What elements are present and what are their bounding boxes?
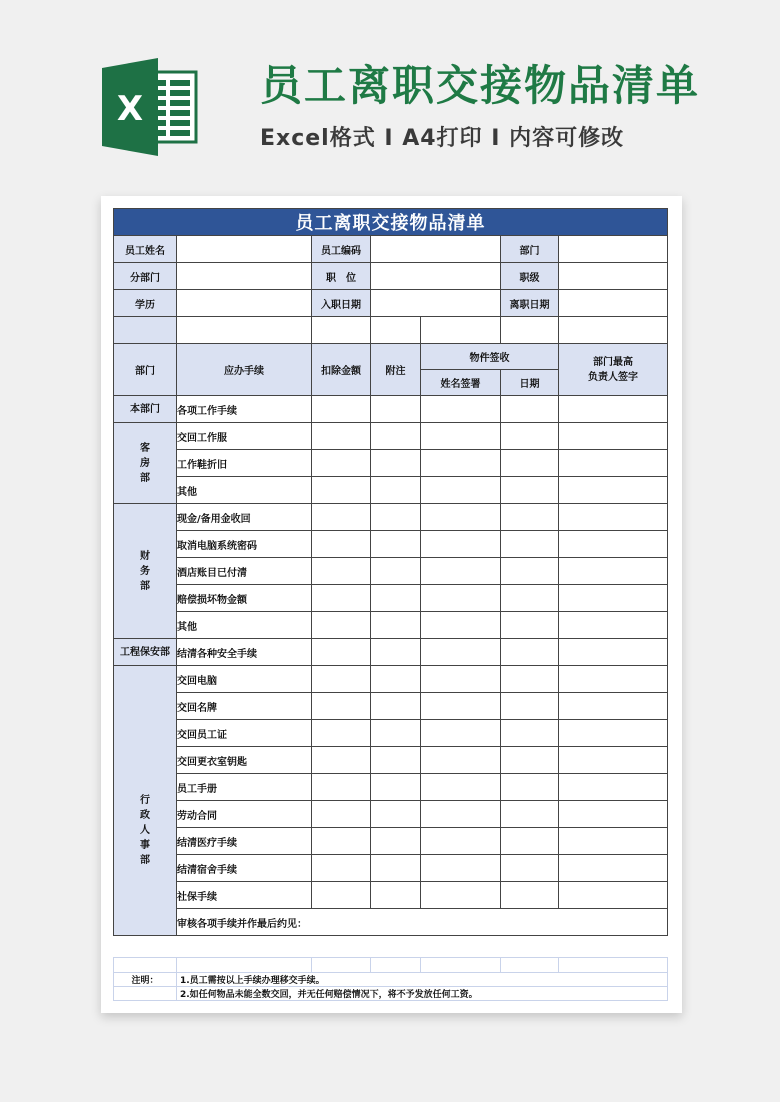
date-cell[interactable] xyxy=(501,558,559,585)
date-cell[interactable] xyxy=(501,774,559,801)
date-cell[interactable] xyxy=(501,855,559,882)
remark-cell[interactable] xyxy=(371,585,421,612)
dept-char: 财 xyxy=(140,550,150,562)
remark-cell[interactable] xyxy=(371,396,421,423)
label-employee-id: 员工编码 xyxy=(312,236,371,263)
dept-engineering-security: 工程保安部 xyxy=(114,639,177,666)
label-employee-name: 员工姓名 xyxy=(114,236,177,263)
header-remark: 附注 xyxy=(371,344,421,396)
signature-cell[interactable] xyxy=(421,639,501,666)
deduction-cell[interactable] xyxy=(312,828,371,855)
label-education: 学历 xyxy=(114,290,177,317)
remark-cell[interactable] xyxy=(371,612,421,639)
spacer-cell xyxy=(371,958,421,973)
signature-cell[interactable] xyxy=(421,450,501,477)
procedure-item: 取消电脑系统密码 xyxy=(177,531,312,558)
procedure-item: 现金/备用金收回 xyxy=(177,504,312,531)
banner-headline: 员工离职交接物品清单 xyxy=(260,61,701,110)
deduction-cell[interactable] xyxy=(312,882,371,909)
deduction-cell[interactable] xyxy=(312,639,371,666)
remark-cell[interactable] xyxy=(371,693,421,720)
signature-cell[interactable] xyxy=(421,882,501,909)
manager-sign-cell[interactable] xyxy=(559,801,668,828)
manager-sign-cell[interactable] xyxy=(559,450,668,477)
manager-sign-cell[interactable] xyxy=(559,504,668,531)
signature-cell[interactable] xyxy=(421,612,501,639)
spacer-cell xyxy=(114,987,177,1001)
excel-logo-icon xyxy=(100,58,200,156)
date-cell[interactable] xyxy=(501,882,559,909)
header-manager-sign xyxy=(559,344,668,396)
remark-cell[interactable] xyxy=(371,882,421,909)
blank-cell[interactable] xyxy=(371,317,421,344)
dept-char: 部 xyxy=(140,580,150,592)
header-receipt: 物件签收 xyxy=(421,344,559,370)
manager-sign-cell[interactable] xyxy=(559,612,668,639)
manager-sign-cell[interactable] xyxy=(559,585,668,612)
blank-label-cell xyxy=(114,317,177,344)
date-cell[interactable] xyxy=(501,477,559,504)
dept-char: 房 xyxy=(140,457,150,469)
signature-cell[interactable] xyxy=(421,585,501,612)
spacer-cell xyxy=(421,958,501,973)
manager-sign-cell[interactable] xyxy=(559,666,668,693)
dept-own: 本部门 xyxy=(114,396,177,423)
manager-sign-cell[interactable] xyxy=(559,855,668,882)
notes-section xyxy=(113,957,668,1001)
note-line-2: 2.如任何物品未能全数交回，并无任何赔偿情况下，将不予发放任何工资。 xyxy=(177,987,668,1001)
banner-subline: Excel格式 I A4打印 I 内容可修改 xyxy=(260,126,625,151)
procedure-item: 社保手续 xyxy=(177,882,312,909)
procedure-item: 员工手册 xyxy=(177,774,312,801)
signature-cell[interactable] xyxy=(421,693,501,720)
deduction-cell[interactable] xyxy=(312,612,371,639)
label-leave-date: 离职日期 xyxy=(501,290,559,317)
procedure-item: 工作鞋折旧 xyxy=(177,450,312,477)
manager-sign-cell[interactable] xyxy=(559,396,668,423)
date-cell[interactable] xyxy=(501,693,559,720)
deduction-cell[interactable] xyxy=(312,558,371,585)
header-signature: 姓名签署 xyxy=(421,370,501,396)
date-cell[interactable] xyxy=(501,504,559,531)
manager-sign-cell[interactable] xyxy=(559,693,668,720)
spacer-cell xyxy=(559,958,668,973)
header-deduction: 扣除金额 xyxy=(312,344,371,396)
date-cell[interactable] xyxy=(501,666,559,693)
procedure-item: 酒店账目已付清 xyxy=(177,558,312,585)
remark-cell[interactable] xyxy=(371,855,421,882)
dept-char: 部 xyxy=(140,472,150,484)
deduction-cell[interactable] xyxy=(312,747,371,774)
education-field[interactable] xyxy=(177,290,312,317)
dept-admin-hr xyxy=(114,666,177,936)
signature-cell[interactable] xyxy=(421,828,501,855)
department-field[interactable] xyxy=(559,236,668,263)
manager-sign-cell[interactable] xyxy=(559,423,668,450)
final-review-cell[interactable]: 审核各项手续并作最后约见： xyxy=(177,909,668,936)
manager-sign-cell[interactable] xyxy=(559,882,668,909)
dept-char: 客 xyxy=(140,442,150,454)
date-cell[interactable] xyxy=(501,828,559,855)
date-cell[interactable] xyxy=(501,450,559,477)
procedure-item: 各项工作手续 xyxy=(177,396,312,423)
leave-date-field[interactable] xyxy=(559,290,668,317)
deduction-cell[interactable] xyxy=(312,801,371,828)
dept-char: 政 xyxy=(140,810,150,821)
date-cell[interactable] xyxy=(501,801,559,828)
remark-cell[interactable] xyxy=(371,720,421,747)
remark-cell[interactable] xyxy=(371,423,421,450)
notes-label: 注明： xyxy=(114,973,177,987)
manager-sign-cell[interactable] xyxy=(559,774,668,801)
blank-cell[interactable] xyxy=(177,317,312,344)
procedure-item: 劳动合同 xyxy=(177,801,312,828)
remark-cell[interactable] xyxy=(371,639,421,666)
deduction-cell[interactable] xyxy=(312,396,371,423)
procedure-item: 交回工作服 xyxy=(177,423,312,450)
date-cell[interactable] xyxy=(501,639,559,666)
procedure-item: 其他 xyxy=(177,612,312,639)
dept-char: 行 xyxy=(140,795,150,806)
deduction-cell[interactable] xyxy=(312,477,371,504)
dept-char: 事 xyxy=(140,840,150,851)
sub-department-field[interactable] xyxy=(177,263,312,290)
banner xyxy=(0,0,780,190)
manager-sign-cell[interactable] xyxy=(559,558,668,585)
deduction-cell[interactable] xyxy=(312,774,371,801)
blank-cell[interactable] xyxy=(559,317,668,344)
deduction-cell[interactable] xyxy=(312,720,371,747)
date-cell[interactable] xyxy=(501,612,559,639)
header-procedure: 应办手续 xyxy=(177,344,312,396)
svg-text:X: X xyxy=(116,89,144,129)
deduction-cell[interactable] xyxy=(312,450,371,477)
deduction-cell[interactable] xyxy=(312,504,371,531)
date-cell[interactable] xyxy=(501,423,559,450)
spacer-cell xyxy=(501,958,559,973)
dept-char: 人 xyxy=(140,825,150,836)
procedure-item: 其他 xyxy=(177,477,312,504)
hire-date-field[interactable] xyxy=(371,290,501,317)
sheet-title: 员工离职交接物品清单 xyxy=(114,209,668,236)
remark-cell[interactable] xyxy=(371,666,421,693)
manager-sign-cell[interactable] xyxy=(559,639,668,666)
employee-id-field[interactable] xyxy=(371,236,501,263)
manager-sign-cell[interactable] xyxy=(559,828,668,855)
signature-cell[interactable] xyxy=(421,720,501,747)
signature-cell[interactable] xyxy=(421,558,501,585)
procedure-item: 结清宿舍手续 xyxy=(177,855,312,882)
header-manager-sign-line1: 部门最高 xyxy=(593,356,634,368)
handover-table xyxy=(113,208,668,936)
remark-cell[interactable] xyxy=(371,801,421,828)
remark-cell[interactable] xyxy=(371,531,421,558)
spacer-cell xyxy=(177,958,312,973)
label-grade: 职级 xyxy=(501,263,559,290)
signature-cell[interactable] xyxy=(421,801,501,828)
dept-char: 部 xyxy=(140,855,150,866)
procedure-item: 赔偿损坏物金额 xyxy=(177,585,312,612)
deduction-cell[interactable] xyxy=(312,423,371,450)
remark-cell[interactable] xyxy=(371,504,421,531)
date-cell[interactable] xyxy=(501,396,559,423)
deduction-cell[interactable] xyxy=(312,666,371,693)
dept-char: 务 xyxy=(140,565,150,577)
header-dept: 部门 xyxy=(114,344,177,396)
signature-cell[interactable] xyxy=(421,531,501,558)
position-field[interactable] xyxy=(371,263,501,290)
document-sheet xyxy=(101,196,682,1013)
date-cell[interactable] xyxy=(501,720,559,747)
date-cell[interactable] xyxy=(501,747,559,774)
label-department: 部门 xyxy=(501,236,559,263)
date-cell[interactable] xyxy=(501,531,559,558)
label-position: 职 位 xyxy=(312,263,371,290)
employee-name-field[interactable] xyxy=(177,236,312,263)
deduction-cell[interactable] xyxy=(312,855,371,882)
manager-sign-cell[interactable] xyxy=(559,477,668,504)
deduction-cell[interactable] xyxy=(312,585,371,612)
procedure-item: 结清各种安全手续 xyxy=(177,639,312,666)
signature-cell[interactable] xyxy=(421,855,501,882)
remark-cell[interactable] xyxy=(371,477,421,504)
label-hire-date: 入职日期 xyxy=(312,290,371,317)
dept-finance xyxy=(114,504,177,639)
signature-cell[interactable] xyxy=(421,477,501,504)
procedure-item: 交回更衣室钥匙 xyxy=(177,747,312,774)
signature-cell[interactable] xyxy=(421,504,501,531)
procedure-item: 交回员工证 xyxy=(177,720,312,747)
remark-cell[interactable] xyxy=(371,747,421,774)
procedure-item: 交回名牌 xyxy=(177,693,312,720)
signature-cell[interactable] xyxy=(421,666,501,693)
deduction-cell[interactable] xyxy=(312,531,371,558)
blank-cell[interactable] xyxy=(501,317,559,344)
date-cell[interactable] xyxy=(501,585,559,612)
manager-sign-cell[interactable] xyxy=(559,747,668,774)
header-manager-sign-line2: 负责人签字 xyxy=(588,371,639,383)
deduction-cell[interactable] xyxy=(312,693,371,720)
manager-sign-cell[interactable] xyxy=(559,531,668,558)
blank-cell[interactable] xyxy=(421,317,501,344)
procedure-item: 交回电脑 xyxy=(177,666,312,693)
note-line-1: 1.员工需按以上手续办理移交手续。 xyxy=(177,973,668,987)
remark-cell[interactable] xyxy=(371,450,421,477)
spacer-cell xyxy=(312,958,371,973)
manager-sign-cell[interactable] xyxy=(559,720,668,747)
signature-cell[interactable] xyxy=(421,396,501,423)
remark-cell[interactable] xyxy=(371,828,421,855)
signature-cell[interactable] xyxy=(421,423,501,450)
blank-cell[interactable] xyxy=(312,317,371,344)
signature-cell[interactable] xyxy=(421,774,501,801)
dept-housekeeping xyxy=(114,423,177,504)
remark-cell[interactable] xyxy=(371,558,421,585)
spacer-cell xyxy=(114,958,177,973)
remark-cell[interactable] xyxy=(371,774,421,801)
procedure-item: 结清医疗手续 xyxy=(177,828,312,855)
signature-cell[interactable] xyxy=(421,747,501,774)
header-date: 日期 xyxy=(501,370,559,396)
label-sub-department: 分部门 xyxy=(114,263,177,290)
grade-field[interactable] xyxy=(559,263,668,290)
